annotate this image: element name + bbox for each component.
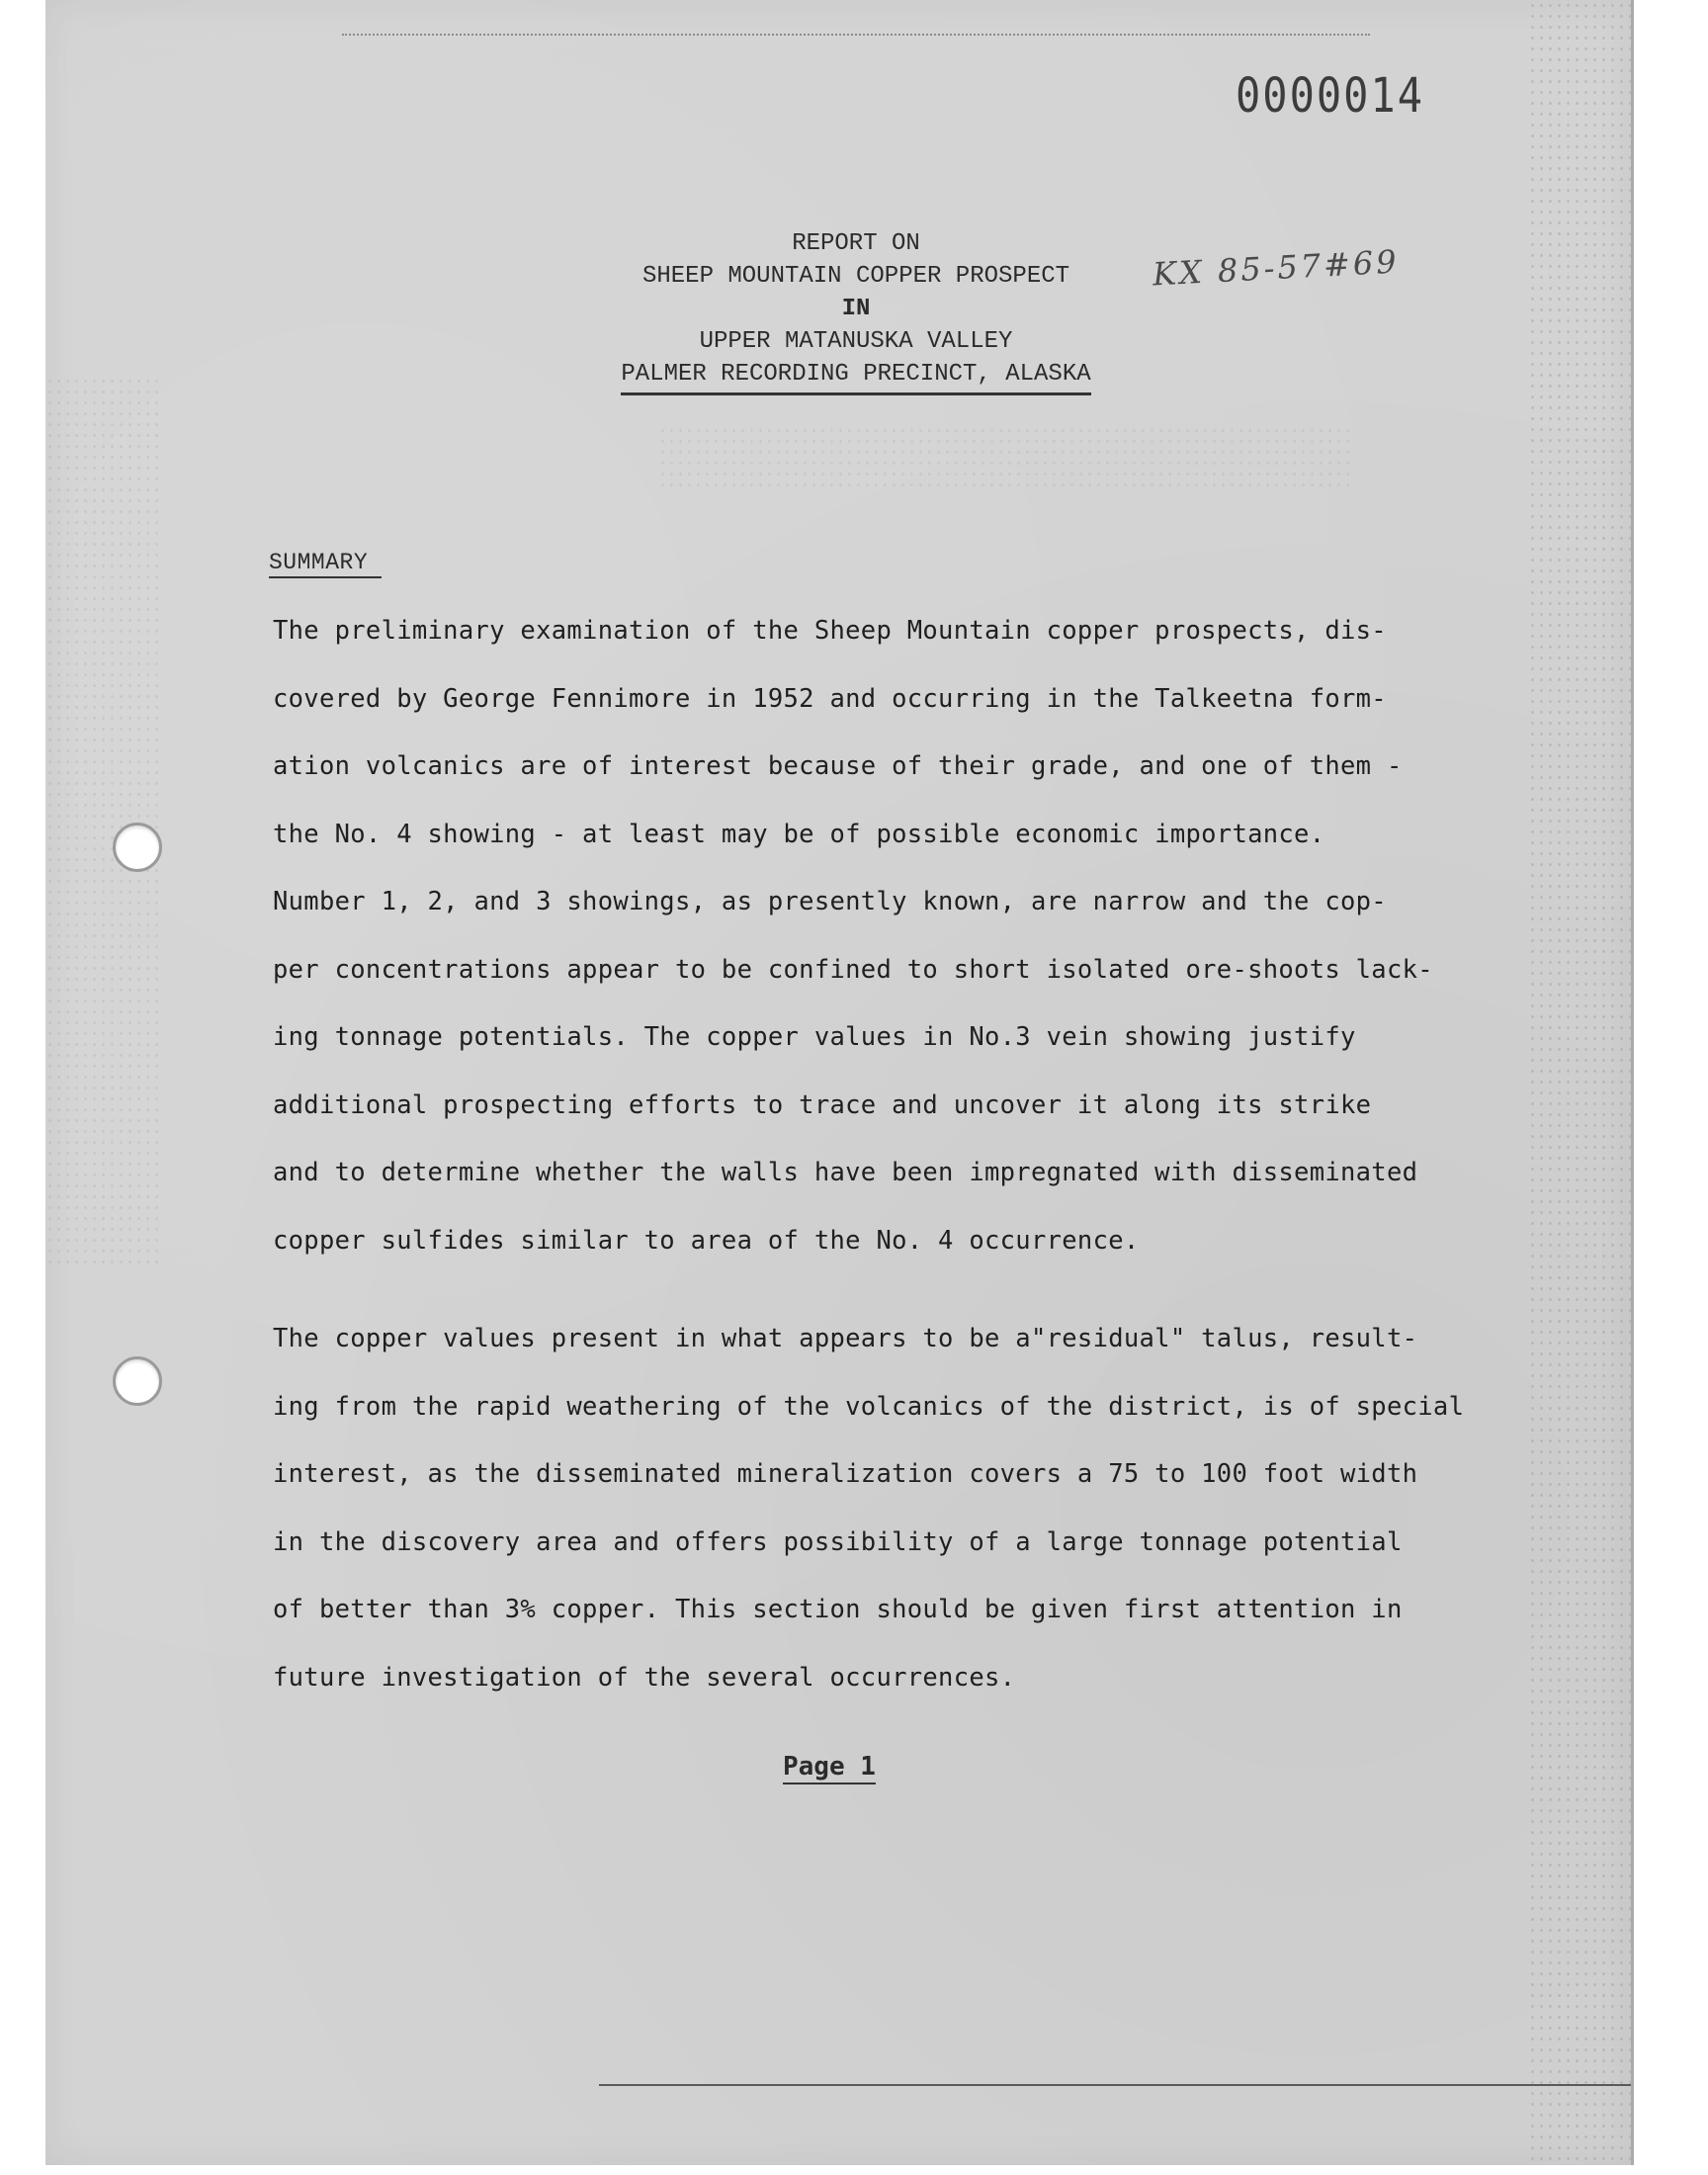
title-line-1: REPORT ON [792, 230, 920, 257]
punch-hole-icon [113, 823, 162, 872]
report-title [579, 227, 1133, 395]
summary-heading: SUMMARY [269, 550, 382, 578]
paragraph-line: copper sulfides similar to area of the No. 4 occurrence. [273, 1225, 1140, 1256]
scan-noise-title [658, 425, 1350, 494]
paragraph-line: interest, as the disseminated mineralization covers a 75 to 100 foot width [273, 1459, 1418, 1489]
paragraph-line: additional prospecting efforts to trace and uncover it along its strike [273, 1089, 1372, 1120]
top-edge-line [342, 34, 1370, 36]
paragraph-line: per concentrations appear to be confined to short isolated ore-shoots lack- [273, 954, 1433, 985]
page-number: Page 1 [783, 1752, 876, 1784]
paragraph-line: future investigation of the several occurrences. [273, 1662, 1016, 1693]
paragraph-line: ation volcanics are of interest because of their grade, and one of them - [273, 751, 1403, 781]
paragraph-line: The preliminary examination of the Sheep Mountain copper prospects, dis- [273, 616, 1387, 646]
scan-noise-left [45, 376, 164, 1265]
handwritten-reference: KX 85-57#69 [1152, 242, 1401, 294]
punch-hole-icon [113, 1356, 162, 1406]
paragraph-line: the No. 4 showing - at least may be of possible economic importance. [273, 819, 1325, 849]
paragraph-line: and to determine whether the walls have been impregnated with disseminated [273, 1158, 1418, 1187]
summary-paragraph-2 [273, 1305, 1597, 1711]
title-line-4: UPPER MATANUSKA VALLEY [699, 328, 1013, 355]
document-number: 0000014 [1236, 67, 1425, 124]
paragraph-line: ing tonnage potentials. The copper values in No.3 vein showing justify [273, 1022, 1356, 1052]
paragraph-line: in the discovery area and offers possibility of a large tonnage potential [273, 1526, 1403, 1557]
title-line-3: IN [841, 296, 871, 322]
paragraph-line: covered by George Fennimore in 1952 and occurring in the Talkeetna form- [273, 683, 1387, 714]
title-line-2: SHEEP MOUNTAIN COPPER PROSPECT [641, 263, 1070, 290]
document-page [45, 0, 1634, 2165]
paragraph-line: of better than 3% copper. This section should be given first attention in [273, 1595, 1403, 1624]
bottom-edge-line [599, 2084, 1631, 2086]
paragraph-line: The copper values present in what appears to be a"residual" talus, result- [273, 1324, 1418, 1353]
paragraph-line: Number 1, 2, and 3 showings, as presently known, are narrow and the cop- [273, 887, 1387, 916]
summary-paragraph-1 [273, 597, 1597, 1274]
title-line-5: PALMER RECORDING PRECINCT, ALASKA [621, 358, 1090, 395]
paragraph-line: ing from the rapid weathering of the volcanics of the district, is of special [273, 1391, 1465, 1422]
